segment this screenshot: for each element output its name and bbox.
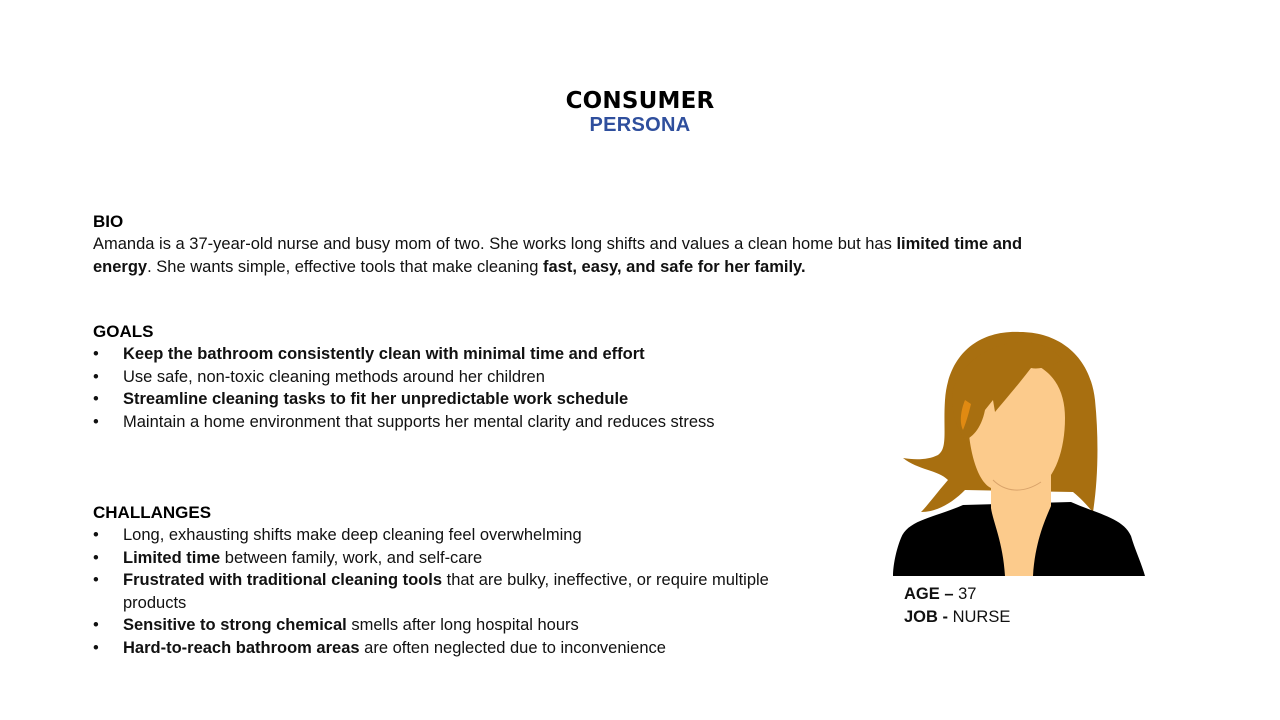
challenge-item-bold: Sensitive to strong chemical [123,616,347,634]
profile-meta [904,583,1010,629]
goals-section [93,321,773,433]
bullet-icon: • [93,367,99,386]
bullet-icon: • [93,571,99,589]
page-title: CONSUMER [565,88,715,114]
job-value: NURSE [948,608,1011,626]
challenge-item-text: are often neglected due to inconvenience [359,638,666,657]
challenge-item-text: smells after long hospital hours [346,616,579,634]
age-row [904,583,1010,606]
goal-item-text: Maintain a home environment that supports her mental clarity and reduces stress [123,412,715,431]
challenge-item [93,569,793,614]
challenge-item-bold: Limited time [123,548,221,567]
bio-text-emphasis-1: limited time and energy [93,235,1023,276]
challenge-item [93,524,793,547]
goal-item-bold: Streamline cleaning tasks to fit her unpredictable work schedule [123,390,629,408]
bullet-icon: • [93,412,99,431]
challenge-item [93,637,793,660]
challenge-item-text: Long, exhausting shifts make deep cleaning feel overwhelming [123,526,582,544]
goals-list [93,343,773,433]
bio-text [93,233,1053,279]
challenges-heading: CHALLANGES [93,503,212,522]
bullet-icon: • [93,345,99,363]
title-block [0,88,1280,136]
page-subtitle: PERSONA [589,114,691,136]
job-label: JOB - [904,608,949,626]
challenge-item-bold: Hard-to-reach bathroom areas [123,638,360,657]
woman-avatar-icon [893,330,1147,578]
job-row [904,606,1010,629]
bullet-icon: • [93,616,99,634]
goal-item [93,388,773,411]
goals-heading: GOALS [93,322,154,341]
bio-heading: BIO [93,212,124,231]
bullet-icon: • [93,526,99,544]
goal-item-bold: Keep the bathroom consistently clean with minimal time and effort [123,345,645,363]
bio-text-part-1: Amanda is a 37-year-old nurse and busy mom of two. She works long shifts and values a clean home but has [93,235,897,253]
challenges-list [93,524,793,659]
goal-item-text: Use safe, non-toxic cleaning methods around her children [123,367,545,386]
challenge-item [93,547,793,570]
age-label: AGE – [904,585,954,603]
goal-item [93,343,773,366]
goal-item [93,366,773,389]
challenge-item-text: between family, work, and self-care [220,548,483,567]
bullet-icon: • [93,548,99,567]
challenge-item [93,614,793,637]
challenge-item-bold: Frustrated with traditional cleaning tools [123,571,443,589]
goal-item [93,411,773,434]
challenges-section [93,502,793,659]
bullet-icon: • [93,390,99,408]
bullet-icon: • [93,638,99,657]
bio-section [93,211,1053,279]
bio-text-emphasis-2: fast, easy, and safe for her family. [543,258,806,276]
bio-text-part-2: . She wants simple, effective tools that make cleaning [147,258,544,276]
challenge-item-text: that are bulky, ineffective, or require multiple products [123,571,769,612]
age-value: 37 [953,585,977,603]
